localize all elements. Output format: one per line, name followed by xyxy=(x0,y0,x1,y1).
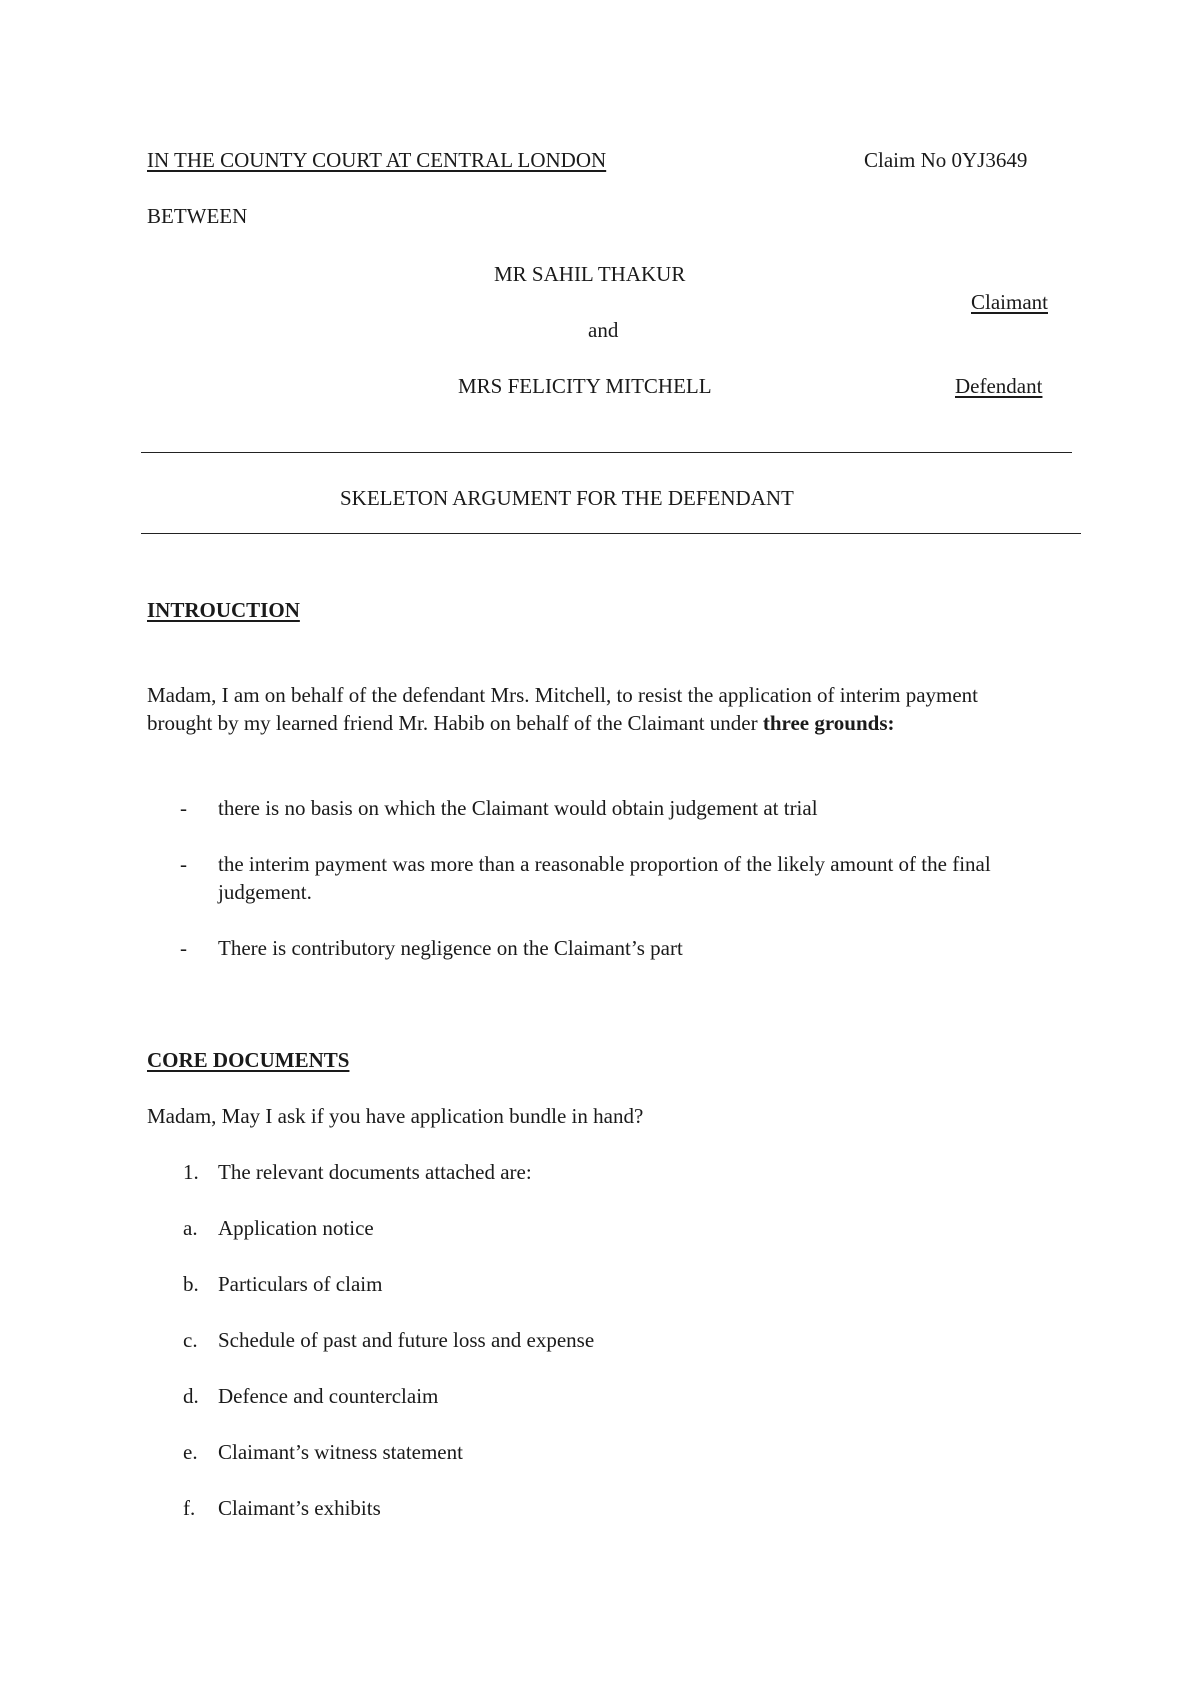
document-item-marker: b. xyxy=(183,1272,199,1296)
court-name: IN THE COUNTY COURT AT CENTRAL LONDON xyxy=(147,148,607,172)
document-item-particulars-of-claim: Particulars of claim xyxy=(218,1272,383,1296)
bullet-dash: - xyxy=(180,852,187,876)
title-top-rule xyxy=(141,452,1072,453)
bullet-dash: - xyxy=(180,796,187,820)
introduction-paragraph-text: Madam, I am on behalf of the defendant Mrs. Mitchell, to resist the application of interim payment brought by my learned friend Mr. Habib on behalf of the Claimant under xyxy=(147,683,979,735)
introduction-paragraph xyxy=(147,681,1047,737)
introduction-paragraph-bold: three grounds: xyxy=(762,711,895,735)
numbered-item-text: The relevant documents attached are: xyxy=(218,1160,532,1184)
bullet-item-2: the interim payment was more than a reasonable proportion of the likely amount of the final judgement. xyxy=(218,852,991,904)
core-documents-heading: CORE DOCUMENTS xyxy=(147,1048,350,1072)
numbered-marker: 1. xyxy=(183,1160,199,1184)
and-label: and xyxy=(588,318,619,342)
between-label: BETWEEN xyxy=(147,204,248,228)
bullet-item-3: There is contributory negligence on the Claimant’s part xyxy=(218,936,683,960)
document-item-marker: d. xyxy=(183,1384,199,1408)
bullet-item-1: there is no basis on which the Claimant would obtain judgement at trial xyxy=(218,796,818,820)
document-item-marker: c. xyxy=(183,1328,198,1352)
document-item-witness-statement: Claimant’s witness statement xyxy=(218,1440,463,1464)
defendant-role: Defendant xyxy=(955,374,1043,398)
claim-number: Claim No 0YJ3649 xyxy=(864,148,1028,172)
defendant-name: MRS FELICITY MITCHELL xyxy=(458,374,712,398)
document-item-schedule-of-loss: Schedule of past and future loss and expense xyxy=(218,1328,595,1352)
document-item-claimant-exhibits: Claimant’s exhibits xyxy=(218,1496,381,1520)
document-item-marker: e. xyxy=(183,1440,198,1464)
bullet-dash: - xyxy=(180,936,187,960)
document-title: SKELETON ARGUMENT FOR THE DEFENDANT xyxy=(340,486,794,510)
claimant-role: Claimant xyxy=(971,290,1048,314)
core-documents-question: Madam, May I ask if you have application bundle in hand? xyxy=(147,1104,644,1128)
claimant-name: MR SAHIL THAKUR xyxy=(494,262,686,286)
introduction-heading: INTROUCTION xyxy=(147,598,300,622)
document-item-defence-counterclaim: Defence and counterclaim xyxy=(218,1384,439,1408)
document-item-marker: f. xyxy=(183,1496,196,1520)
document-item-marker: a. xyxy=(183,1216,198,1240)
title-bottom-rule xyxy=(141,533,1081,534)
document-item-application-notice: Application notice xyxy=(218,1216,374,1240)
